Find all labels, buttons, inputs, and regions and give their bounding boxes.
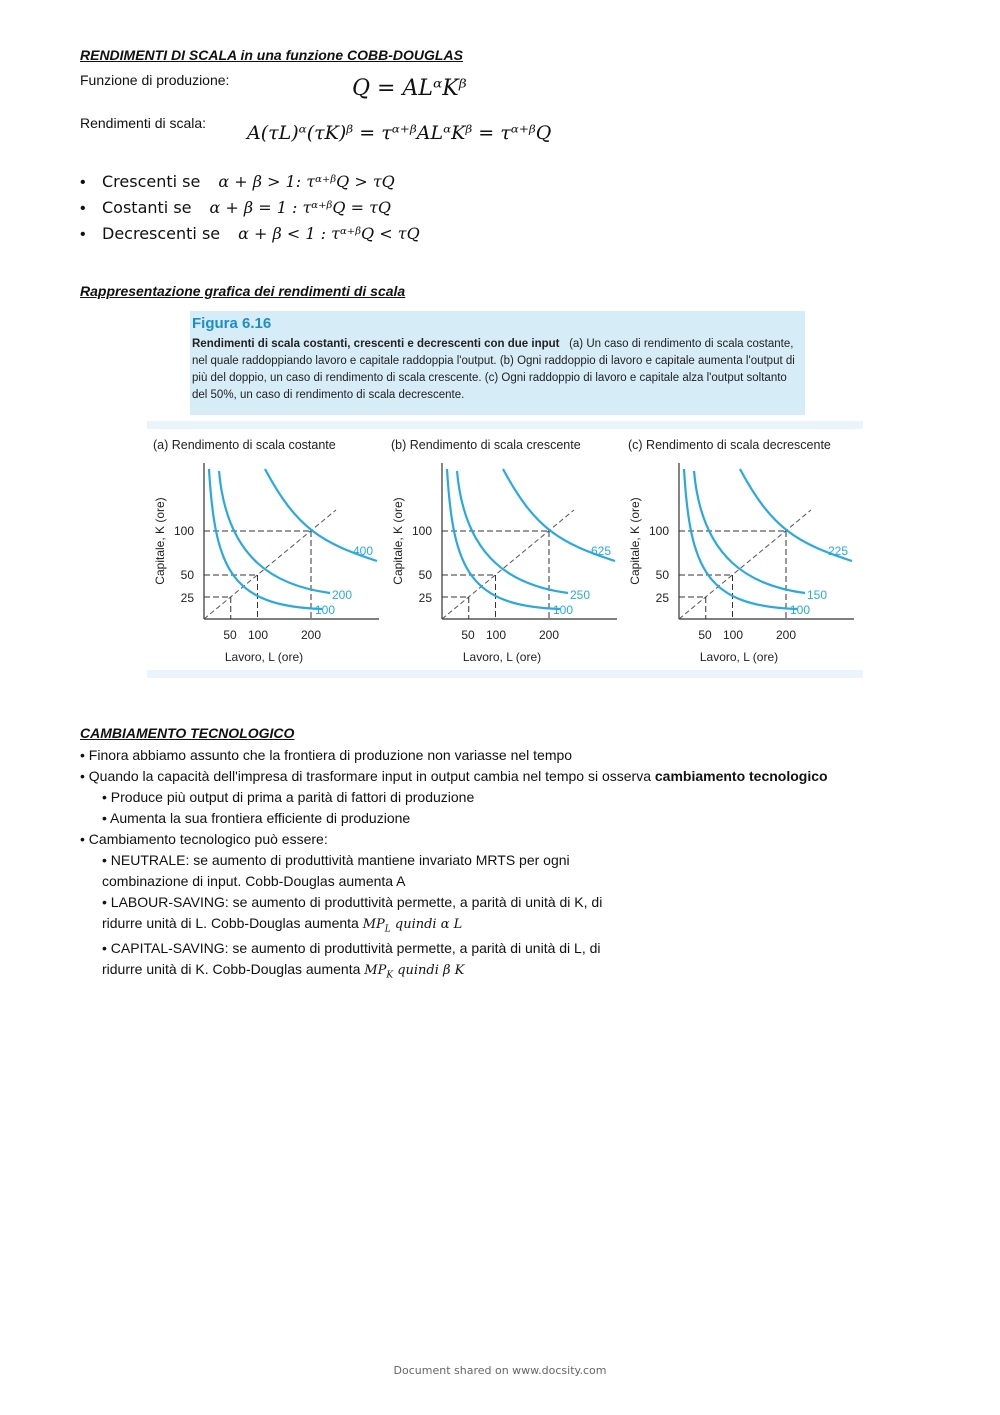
y-tick-label: 100 xyxy=(411,524,432,538)
x-tick-label: 100 xyxy=(485,628,507,642)
x-tick-label: 100 xyxy=(722,628,744,642)
mp-quindi: quindi α L xyxy=(390,917,463,932)
bullet-dot: • xyxy=(80,174,86,191)
mp-symbol xyxy=(364,963,465,981)
y-tick-label: 100 xyxy=(173,524,194,538)
x-axis-label: Lavoro, L (ore) xyxy=(224,650,304,664)
production-function-formula: Q = ALᵅKᵝ xyxy=(352,76,467,101)
list-line: combinazione di input. Cobb-Douglas aumenta A xyxy=(102,873,406,889)
list-line: • Produce più output di prima a parità di fattori di produzione xyxy=(102,789,475,805)
mp-label: MP xyxy=(364,963,387,978)
isoquant-label: 625 xyxy=(591,544,612,558)
footer-text: Document shared on www.docsity.com xyxy=(393,1364,607,1377)
bullet-decreasing xyxy=(80,224,420,244)
mp-label: MP xyxy=(362,917,385,932)
x-tick-label: 50 xyxy=(698,628,712,642)
bullet-dot: • xyxy=(80,200,86,217)
y-tick-label: 100 xyxy=(648,524,669,538)
figure-caption-text: (a) Un caso di rendimento di scala costante, nel quale raddoppiando lavoro e capitale raddoppia l'output. (b) Ogni raddoppio di lavoro e capitale aumenta l'output di più del doppio, un caso di rendimento di scala crescente. (c) Ogni raddoppio di lavoro e capitale alza l'output soltanto del 50%, un caso di rendimento di scala decrescente. xyxy=(192,338,795,401)
x-tick-label: 50 xyxy=(223,628,237,642)
y-tick-label: 50 xyxy=(180,568,194,582)
x-tick-label: 50 xyxy=(461,628,475,642)
chart-title: (b) Rendimento di scala crescente xyxy=(391,438,581,452)
bullet-word: Decrescenti se xyxy=(102,224,221,243)
chart-title: (c) Rendimento di scala decrescente xyxy=(628,438,831,452)
list-line: • LABOUR-SAVING: se aumento di produttività permette, a parità di unità di K, di xyxy=(102,894,603,910)
y-tick-label: 25 xyxy=(180,591,194,605)
isoquant-label: 100 xyxy=(790,603,811,617)
bullet-increasing xyxy=(80,172,395,192)
list-line: • Aumenta la sua frontiera efficiente di produzione xyxy=(102,810,411,826)
y-tick-label: 50 xyxy=(418,568,432,582)
list-line-text: • Quando la capacità dell'impresa di trasformare input in output cambia nel tempo si osserva xyxy=(80,768,655,784)
isoquant-label: 100 xyxy=(315,603,336,617)
x-tick-label: 200 xyxy=(538,628,560,642)
figure-caption-bold: Rendimenti di scala costanti, crescenti e decrescenti con due input xyxy=(192,338,560,350)
bullet-dot: • xyxy=(80,226,86,243)
y-axis-label: Capitale, K (ore) xyxy=(628,497,642,585)
section-title-rendimenti: RENDIMENTI DI SCALA in una funzione COBB-DOUGLAS xyxy=(80,47,463,63)
list-line xyxy=(102,961,464,981)
bullet-condition: α + β > 1: τᵅ⁺ᵝQ > τQ xyxy=(218,172,395,191)
bullet-word: Crescenti se xyxy=(102,172,201,191)
figure-caption xyxy=(192,336,800,404)
isoquant-label: 150 xyxy=(807,588,828,602)
list-line: • NEUTRALE: se aumento di produttività mantiene invariato MRTS per ogni xyxy=(102,852,570,868)
section-title-graphic: Rappresentazione grafica dei rendimenti di scala xyxy=(80,283,406,299)
isoquant-label: 250 xyxy=(570,588,591,602)
list-line: • CAPITAL-SAVING: se aumento di produttività permette, a parità di unità di L, di xyxy=(102,940,601,956)
x-tick-label: 100 xyxy=(247,628,269,642)
isoquant-label: 100 xyxy=(553,603,574,617)
bullet-constant xyxy=(80,198,391,218)
list-line-bold: cambiamento tecnologico xyxy=(654,768,828,784)
bullet-condition: α + β < 1 : τᵅ⁺ᵝQ < τQ xyxy=(238,224,420,243)
mp-subscript: L xyxy=(384,924,391,935)
returns-to-scale-label: Rendimenti di scala: xyxy=(80,115,207,131)
isoquant-label: 200 xyxy=(332,588,353,602)
isoquant-label: 400 xyxy=(353,544,374,558)
y-tick-label: 25 xyxy=(655,591,669,605)
figure-title: Figura 6.16 xyxy=(192,315,272,332)
bullet-condition: α + β = 1 : τᵅ⁺ᵝQ = τQ xyxy=(209,198,392,217)
mp-quindi: quindi β K xyxy=(393,963,465,978)
y-axis-label: Capitale, K (ore) xyxy=(153,497,167,585)
bullet-word: Costanti se xyxy=(102,198,192,217)
section-title-cambiamento: CAMBIAMENTO TECNOLOGICO xyxy=(80,725,295,741)
x-axis-label: Lavoro, L (ore) xyxy=(462,650,542,664)
mp-symbol xyxy=(362,917,463,935)
chart-title: (a) Rendimento di scala costante xyxy=(153,438,336,452)
list-line xyxy=(80,768,828,784)
returns-to-scale-formula: A(τL)ᵅ(τK)ᵝ = τᵅ⁺ᵝALᵅKᵝ = τᵅ⁺ᵝQ xyxy=(247,122,552,144)
production-function-label: Funzione di produzione: xyxy=(80,72,230,88)
y-axis-label: Capitale, K (ore) xyxy=(391,497,405,585)
x-tick-label: 200 xyxy=(775,628,797,642)
list-line xyxy=(102,915,462,935)
charts-svg xyxy=(147,421,863,678)
isoquant-label: 225 xyxy=(828,544,849,558)
y-tick-label: 25 xyxy=(418,591,432,605)
list-line-text: ridurre unità di K. Cobb-Douglas aumenta xyxy=(102,961,365,977)
list-line: • Finora abbiamo assunto che la frontiera di produzione non variasse nel tempo xyxy=(80,747,573,763)
x-axis-label: Lavoro, L (ore) xyxy=(699,650,779,664)
x-tick-label: 200 xyxy=(300,628,322,642)
list-line-text: ridurre unità di L. Cobb-Douglas aumenta xyxy=(102,915,363,931)
mp-subscript: K xyxy=(386,970,394,981)
y-tick-label: 50 xyxy=(655,568,669,582)
list-line: • Cambiamento tecnologico può essere: xyxy=(80,831,328,847)
